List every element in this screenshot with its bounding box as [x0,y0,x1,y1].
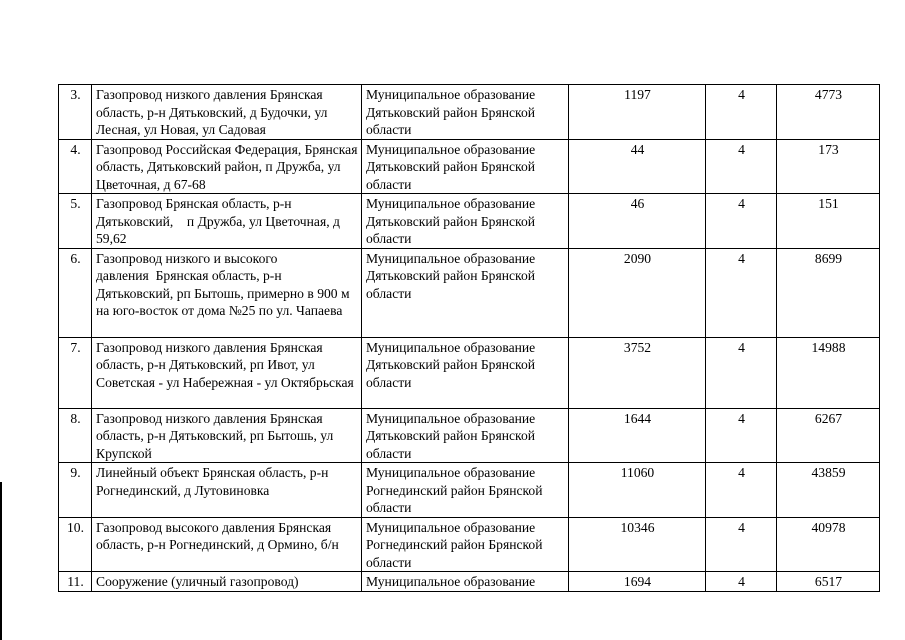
cost-cell: 40978 [777,517,880,572]
cost-cell: 14988 [777,337,880,408]
table-row [59,248,880,337]
row-number-cell: 5. [59,194,92,249]
table-row [59,85,880,140]
owner-cell: Муниципальное образование Дятьковский район Брянской области [362,337,569,408]
owner-cell: Муниципальное образование Дятьковский район Брянской области [362,194,569,249]
row-number-cell: 8. [59,408,92,463]
object-name-cell: Газопровод низкого давления Брянская область, р-н Дятьковский, рп Ивот, ул Советская - ул Набережная - ул Октябрьская [92,337,362,408]
length-cell: 46 [569,194,706,249]
table-row [59,139,880,194]
cost-cell: 151 [777,194,880,249]
row-number-cell: 11. [59,572,92,592]
length-cell: 1197 [569,85,706,140]
cost-cell: 4773 [777,85,880,140]
object-name-cell: Газопровод Брянская область, р-н Дятьковский, п Дружба, ул Цветочная, д 59,62 [92,194,362,249]
length-cell: 10346 [569,517,706,572]
pressure-cell: 4 [706,248,777,337]
cost-cell: 173 [777,139,880,194]
cost-cell: 6517 [777,572,880,592]
row-number-cell: 7. [59,337,92,408]
table-body [59,85,880,592]
owner-cell: Муниципальное образование Рогнединский район Брянской области [362,463,569,518]
object-name-cell: Сооружение (уличный газопровод) [92,572,362,592]
owner-cell: Муниципальное образование Рогнединский район Брянской области [362,517,569,572]
pressure-cell: 4 [706,194,777,249]
pressure-cell: 4 [706,517,777,572]
scan-edge-mark [0,482,2,640]
row-number-cell: 9. [59,463,92,518]
object-name-cell: Газопровод низкого давления Брянская область, р-н Дятьковский, рп Бытошь, ул Крупской [92,408,362,463]
pressure-cell: 4 [706,463,777,518]
table-row [59,463,880,518]
table-row [59,408,880,463]
row-number-cell: 4. [59,139,92,194]
table-row [59,517,880,572]
length-cell: 44 [569,139,706,194]
row-number-cell: 3. [59,85,92,140]
table-row [59,572,880,592]
pressure-cell: 4 [706,85,777,140]
cost-cell: 6267 [777,408,880,463]
cost-cell: 8699 [777,248,880,337]
pressure-cell: 4 [706,572,777,592]
owner-cell: Муниципальное образование Дятьковский район Брянской области [362,408,569,463]
length-cell: 1644 [569,408,706,463]
table-row [59,337,880,408]
object-name-cell: Газопровод низкого давления Брянская область, р-н Дятьковский, д Будочки, ул Лесная, ул Новая, ул Садовая [92,85,362,140]
cost-cell: 43859 [777,463,880,518]
object-name-cell: Газопровод высокого давления Брянская область, р-н Рогнединский, д Ормино, б/н [92,517,362,572]
owner-cell: Муниципальное образование Дятьковский район Брянской области [362,85,569,140]
owner-cell: Муниципальное образование Дятьковский район Брянской области [362,139,569,194]
gas-pipeline-registry-table [58,84,880,592]
owner-cell: Муниципальное образование [362,572,569,592]
length-cell: 1694 [569,572,706,592]
length-cell: 11060 [569,463,706,518]
row-number-cell: 6. [59,248,92,337]
length-cell: 2090 [569,248,706,337]
length-cell: 3752 [569,337,706,408]
object-name-cell: Линейный объект Брянская область, р-н Рогнединский, д Лутовиновка [92,463,362,518]
object-name-cell: Газопровод низкого и высокого давления Брянская область, р-н Дятьковский, рп Бытошь, примерно в 900 м на юго-восток от дома №25 по ул. Чапаева [92,248,362,337]
pressure-cell: 4 [706,139,777,194]
object-name-cell: Газопровод Российская Федерация, Брянская область, Дятьковский район, п Дружба, ул Цветочная, д 67-68 [92,139,362,194]
pressure-cell: 4 [706,337,777,408]
pressure-cell: 4 [706,408,777,463]
owner-cell: Муниципальное образование Дятьковский район Брянской области [362,248,569,337]
table-row [59,194,880,249]
row-number-cell: 10. [59,517,92,572]
